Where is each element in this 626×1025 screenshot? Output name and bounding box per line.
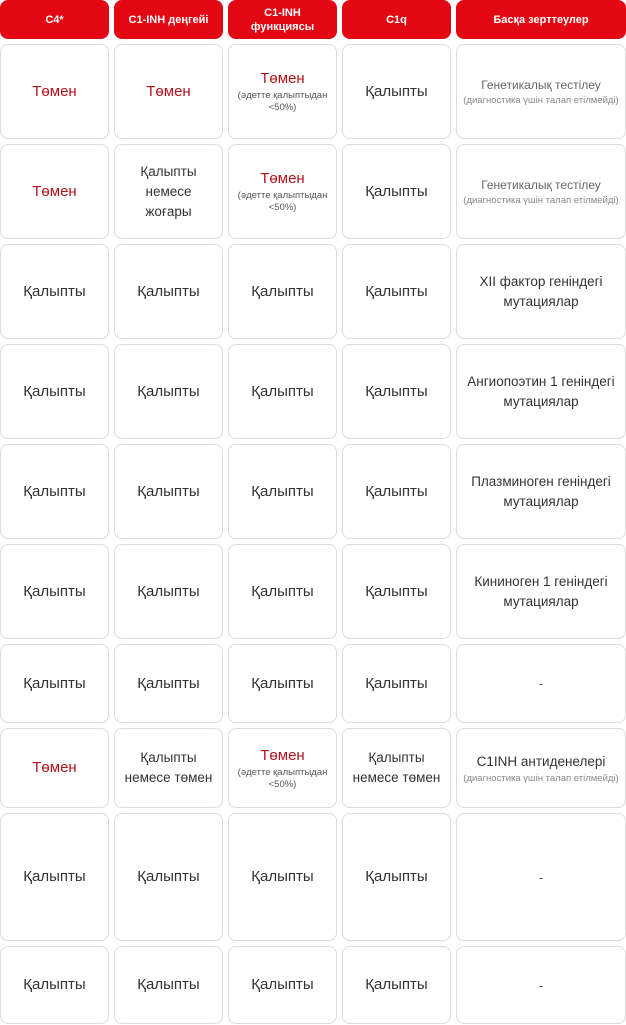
table-cell-c1inh-level [114,44,223,139]
table-cell-other [456,644,626,723]
cell-note: (диагностика үшін талап етілмейді) [463,194,619,206]
table-cell-other [456,44,626,139]
cell-value: Қалыпты немесе жоғары [140,163,197,219]
table-cell-c4 [0,813,109,941]
table-cell-c4 [0,644,109,723]
table-cell-c1q [342,544,451,639]
header-c4: C4* [0,0,109,39]
cell-value: Қалыпты [365,382,428,400]
table-cell-c1q [342,44,451,139]
cell-value: Қалыпты [365,674,428,692]
table-cell-c1inh-level [114,644,223,723]
cell-note: (диагностика үшін талап етілмейді) [463,772,619,784]
cell-value: - [538,676,544,691]
cell-value: - [538,977,544,993]
header-c1inh-level: C1-INH деңгейі [114,0,223,39]
cell-note: (әдетте қалыптыдан <50%) [237,766,328,790]
cell-value: Қалыпты [23,582,86,600]
cell-value: Қалыпты [137,582,200,600]
table-cell-c1inh-function [228,144,337,239]
table-cell-c1inh-level [114,244,223,339]
cell-value: Төмен [260,746,305,764]
table-cell-other [456,946,626,1024]
header-c1q: C1q [342,0,451,39]
table-cell-c4 [0,544,109,639]
header-other-tests: Басқа зерттеулер [456,0,626,39]
table-cell-c1inh-function [228,644,337,723]
table-cell-c4 [0,728,109,808]
table-cell-c4 [0,946,109,1024]
cell-value: Қалыпты [23,674,86,692]
cell-value: Қалыпты [251,582,314,600]
table-cell-c1inh-level [114,544,223,639]
cell-value: Төмен [32,759,77,776]
cell-value: Ангиопоэтин 1 геніндегі мутациялар [467,373,615,409]
cell-value: Қалыпты [365,282,428,300]
cell-value: Төмен [146,82,191,100]
cell-value: Генетикалық тестілеу [481,177,601,192]
cell-value: Қалыпты [23,482,86,500]
table-cell-c1q [342,444,451,539]
table-cell-c1inh-function [228,946,337,1024]
cell-value: Қалыпты [365,582,428,600]
cell-value: Кининоген 1 геніндегі мутациялар [474,573,608,609]
table-cell-c1q [342,813,451,941]
header-c1inh-function: C1-INH функциясы [228,0,337,39]
table-cell-c4 [0,144,109,239]
cell-note: (әдетте қалыптыдан <50%) [237,190,328,213]
cell-value: Қалыпты немесе төмен [124,750,213,785]
table-cell-other [456,813,626,941]
table-cell-c1q [342,144,451,239]
table-cell-c1inh-level [114,728,223,808]
cell-value: Төмен [260,70,305,87]
table-cell-other [456,444,626,539]
table-cell-c1inh-function [228,728,337,808]
cell-note: (диагностика үшін талап етілмейді) [463,94,619,106]
table-cell-c1inh-function [228,544,337,639]
cell-value: Қалыпты [137,976,200,993]
cell-value: Қалыпты [137,868,200,885]
table-cell-c1inh-function [228,244,337,339]
cell-value: Қалыпты [365,82,428,100]
cell-value: Төмен [32,82,77,100]
table-cell-c1inh-level [114,344,223,439]
table-cell-c1inh-level [114,813,223,941]
table-cell-c1inh-function [228,344,337,439]
table-cell-c1inh-level [114,946,223,1024]
cell-value: Қалыпты [365,182,428,200]
cell-value: Қалыпты [365,868,428,885]
cell-value: - [538,869,544,885]
cell-value: C1INH антиденелері [476,753,606,769]
table-cell-c1q [342,728,451,808]
cell-value: Генетикалық тестілеу [481,77,601,92]
cell-value: Қалыпты [137,282,200,300]
cell-value: Қалыпты [137,482,200,500]
cell-value: Плазминоген геніндегі мутациялар [471,473,611,509]
table-cell-c4 [0,444,109,539]
table-cell-other [456,344,626,439]
cell-value: Қалыпты немесе төмен [352,750,441,785]
table-cell-c4 [0,344,109,439]
table-cell-c1q [342,344,451,439]
cell-value: Қалыпты [23,382,86,400]
cell-value: Қалыпты [251,482,314,500]
cell-value: Төмен [32,182,77,200]
table-cell-other [456,544,626,639]
cell-note: (әдетте қалыптыдан <50%) [237,90,328,113]
table-cell-c1inh-function [228,813,337,941]
cell-value: Қалыпты [137,382,200,400]
table-cell-c4 [0,244,109,339]
table-cell-c1inh-function [228,444,337,539]
table-cell-c1q [342,946,451,1024]
cell-value: Қалыпты [23,868,86,885]
cell-value: Қалыпты [23,976,86,993]
cell-value: Қалыпты [251,868,314,885]
table-cell-other [456,728,626,808]
table-cell-c1inh-level [114,444,223,539]
cell-value: Қалыпты [251,976,314,993]
table-cell-c1q [342,244,451,339]
cell-value: Төмен [260,170,305,187]
table-cell-c1inh-level [114,144,223,239]
table-cell-c1inh-function [228,44,337,139]
cell-value: Қалыпты [23,282,86,300]
table-cell-other [456,244,626,339]
cell-value: XII фактор геніндегі мутациялар [479,273,603,309]
table-cell-c4 [0,44,109,139]
table-cell-other [456,144,626,239]
cell-value: Қалыпты [251,674,314,692]
cell-value: Қалыпты [251,282,314,300]
cell-value: Қалыпты [365,976,428,993]
table-cell-c1q [342,644,451,723]
cell-value: Қалыпты [365,482,428,500]
cell-value: Қалыпты [137,674,200,692]
cell-value: Қалыпты [251,382,314,400]
